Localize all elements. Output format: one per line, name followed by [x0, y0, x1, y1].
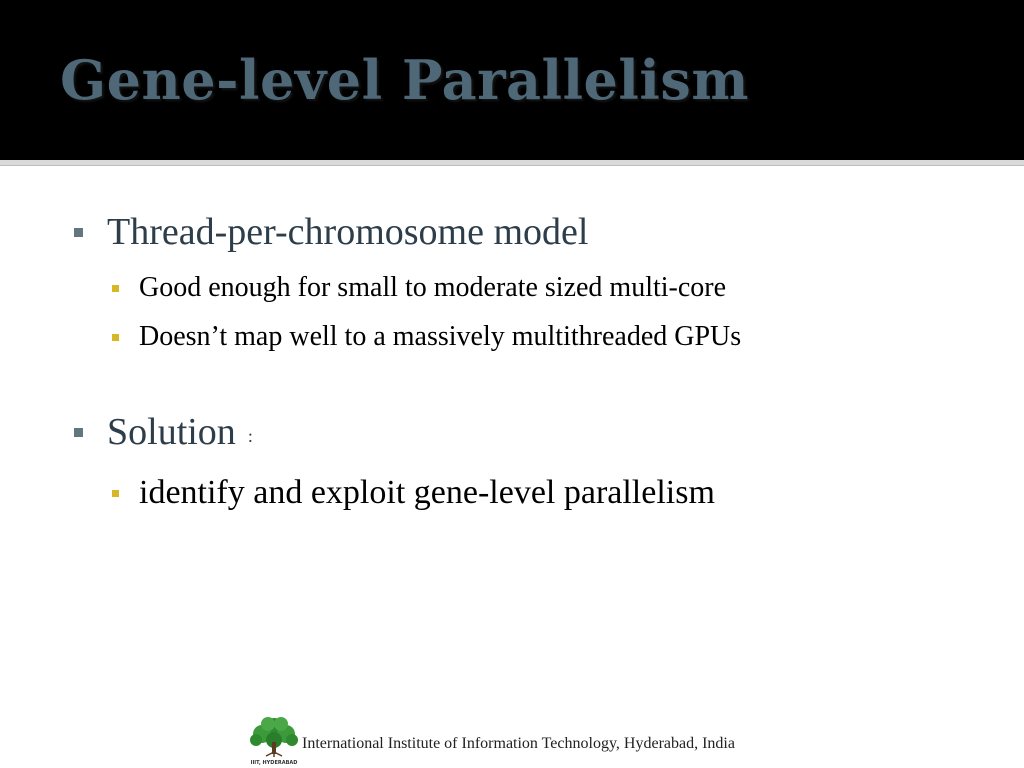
sub-bullet-text: identify and exploit gene-level parallelism: [139, 474, 715, 511]
square-bullet-icon: [74, 428, 83, 437]
square-bullet-icon: [74, 228, 83, 237]
tree-logo-icon: [246, 712, 302, 768]
bullet-item: [74, 410, 253, 454]
sub-bullet-text: Good enough for small to moderate sized multi-core: [139, 272, 727, 303]
footer: [246, 712, 735, 768]
sub-bullet-item: [112, 272, 726, 304]
sub-bullet-item: [112, 474, 715, 512]
square-bullet-icon: [112, 334, 119, 341]
bullet-text: Solution: [107, 411, 236, 453]
sub-bullet-text: Doesn’t map well to a massively multithreaded GPUs: [139, 321, 742, 352]
square-bullet-icon: [112, 285, 119, 292]
footer-institution-text: International Institute of Information Technology, Hyderabad, India: [302, 735, 735, 752]
sub-bullet-item: [112, 321, 741, 353]
bullet-text: Thread-per-chromosome model: [107, 211, 589, 253]
logo-caption: IIIT, HYDERABAD: [250, 760, 298, 766]
bullet-item: [74, 210, 588, 254]
slide-title: Gene-level Parallelism: [60, 48, 749, 112]
square-bullet-icon: [112, 490, 119, 497]
bullet-suffix: :: [247, 425, 253, 446]
